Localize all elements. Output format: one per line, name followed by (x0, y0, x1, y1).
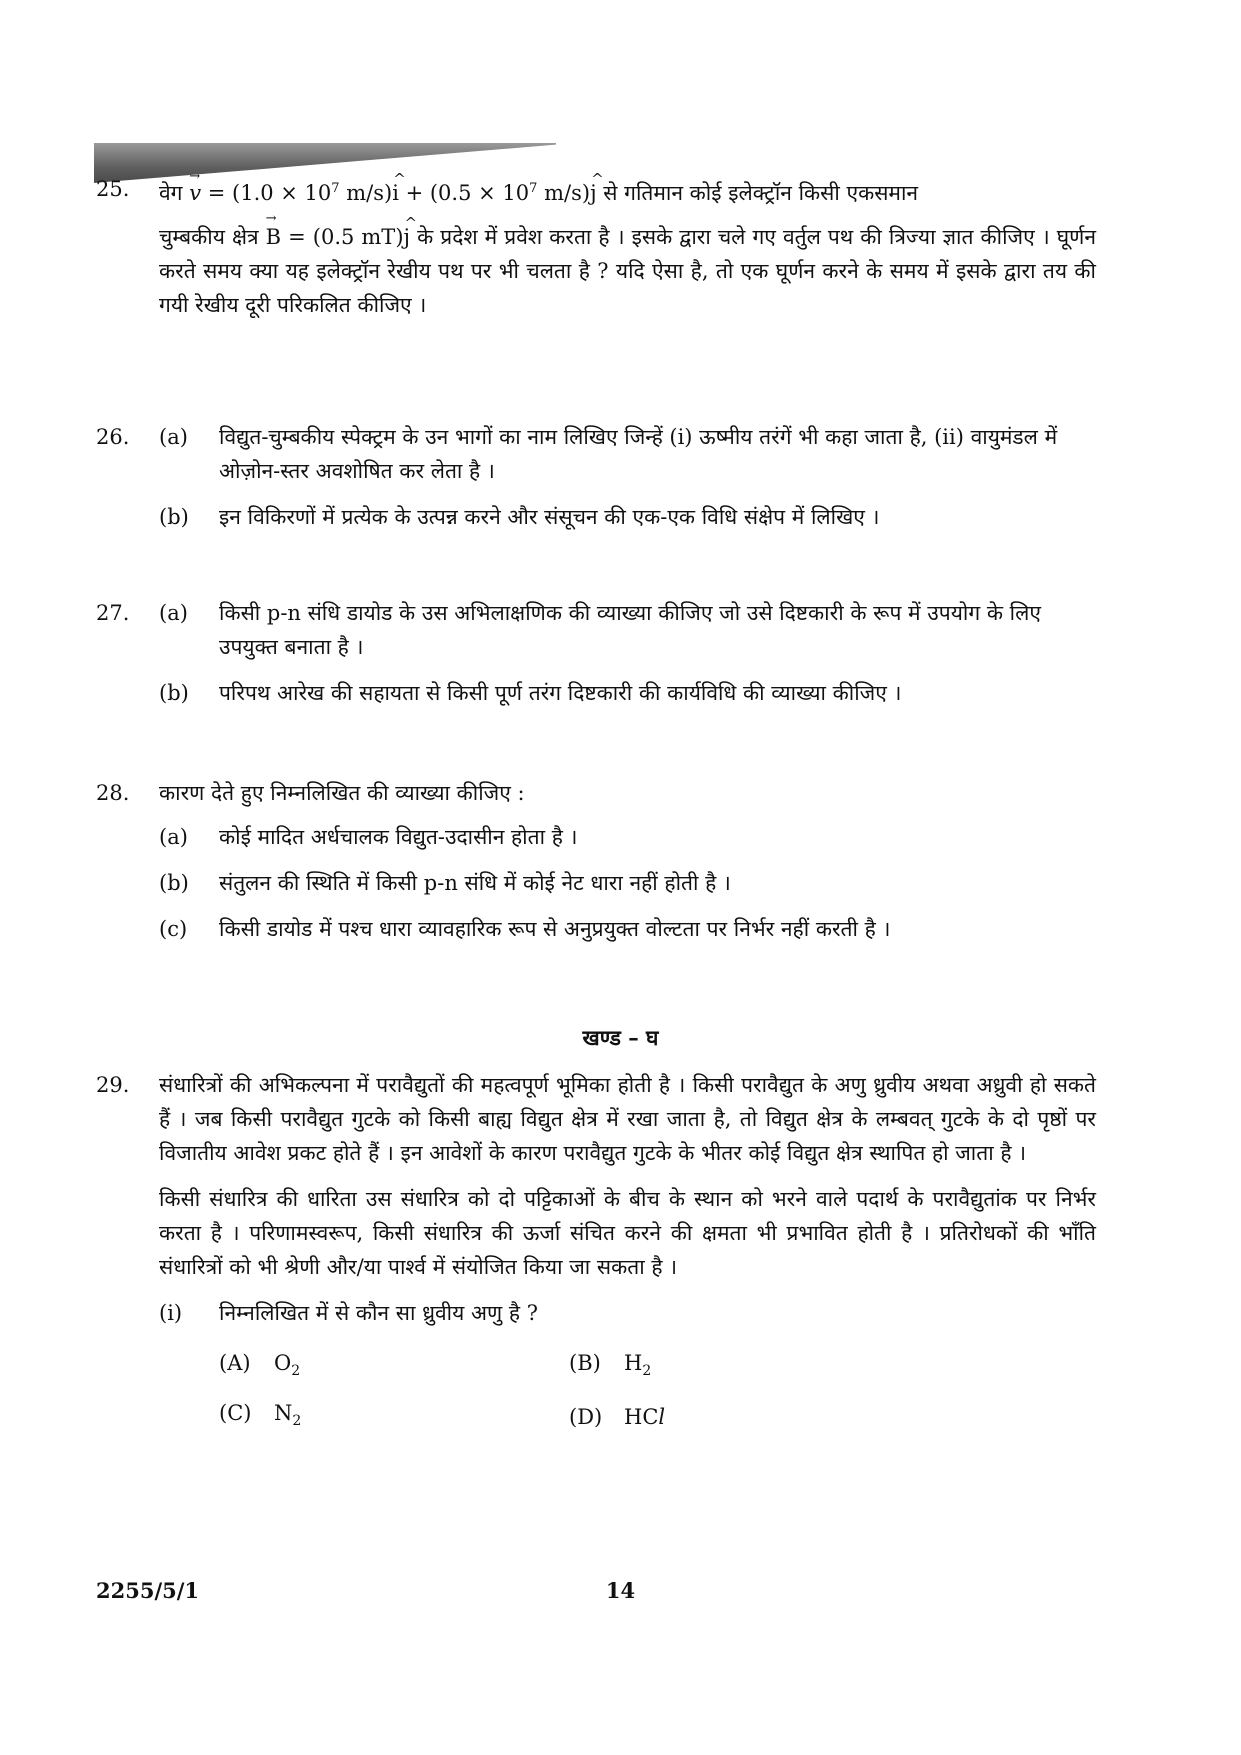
q28-part-b: (b) संतुलन की स्थिति में किसी p-n संधि में कोई नेट धारा नहीं होती है । (159, 871, 731, 895)
i-hat: ^ i (392, 176, 399, 210)
option-b: (B) $H_2$ (569, 1350, 652, 1380)
page-number: 14 (605, 1578, 636, 1603)
section-heading: खण्ड – घ (582, 1025, 659, 1050)
question-number: 27. (96, 601, 130, 625)
q27-part-a: (a) किसी p-n संधि डायोड के उस अभिलाक्षणिक की व्याख्या कीजिए जो उसे दिष्टकारी के रूप में उपयोग के लिए उपयुक्त बनाता है । (159, 601, 1041, 659)
options (219, 1342, 1096, 1442)
q29-sub-i: (i) निम्नलिखित में से कौन सा ध्रुवीय अणु है ? (159, 1301, 538, 1325)
q25-line1: वेग → $v = (1.0 \times 10^7$ m/s)^ $i + (0.5 \times 10^7$ m/s)^ j से गतिमान कोई इलेक्ट्रॉन किसी एकसमान (159, 172, 1096, 210)
q26-part-b: (b) इन विकिरणों में प्रत्येक के उत्पन्न करने और संसूचन की एक-एक विधि संक्षेप में लिखिए । (159, 505, 880, 529)
question-26 (96, 420, 1096, 546)
q28-part-c: (c) किसी डायोड में पश्च धारा व्यावहारिक रूप से अनुप्रयुक्त वोल्टता पर निर्भर नहीं करती है । (159, 917, 891, 941)
q29-paragraph-2: किसी संधारित्र की धारिता उस संधारित्र को दो पट्टिकाओं के बीच के स्थान को भरने वाले पदार्थ के परावैद्युतांक पर निर्भर करता है । परिणामस्वरूप, किसी संधारित्र की ऊर्जा संचित करने की क्षमता भी प्रभावित होती है । प्रतिरोधकों की भाँति संधारित्रों को भी श्रेणी और/या पार्श्व में संयोजित किया जा सकता है । (159, 1187, 1096, 1279)
question-28 (96, 776, 1096, 958)
j-hat: ^ j (404, 220, 411, 254)
magnetic-field-symbol: → B (266, 220, 281, 254)
q28-intro: कारण देते हुए निम्नलिखित की व्याख्या कीजिए : (159, 781, 525, 805)
question-number: 28. (96, 781, 130, 805)
question-25 (96, 172, 1096, 322)
option-c: (C) $N_2$ (219, 1400, 302, 1430)
q29-paragraph-1: संधारित्रों की अभिकल्पना में परावैद्युतों की महत्वपूर्ण भूमिका होती है । किसी परावैद्युत के अणु ध्रुवीय अथवा अध्रुवी हो सकते हैं । जब किसी परावैद्युत गुटके को किसी बाह्य विद्युत क्षेत्र में रखा जाता है, तो विद्युत क्षेत्र के लम्बवत् गुटके के दो पृष्ठों पर विजातीय आवेश प्रकट होते हैं । इन आवेशों के कारण परावैद्युत गुटके के भीतर कोई विद्युत क्षेत्र स्थापित हो जाता है । (159, 1073, 1096, 1165)
velocity-vector-symbol: → v (189, 176, 201, 210)
q28-part-a: (a) कोई मादित अर्धचालक विद्युत-उदासीन होता है । (159, 825, 578, 849)
question-number: 25. (96, 177, 130, 201)
q27-part-b: (b) परिपथ आरेख की सहायता से किसी पूर्ण तरंग दिष्टकारी की कार्यविधि की व्याख्या कीजिए । (159, 681, 902, 705)
question-number: 29. (96, 1073, 130, 1097)
j-hat: ^ j (590, 176, 597, 210)
question-number: 26. (96, 425, 130, 449)
q25-body: चुम्बकीय क्षेत्र → B = (0.5 mT)^ j के प्रदेश में प्रवेश करता है । इसके द्वारा चले गए वर्तुल पथ की त्रिज्या ज्ञात कीजिए । घूर्णन करते समय क्या यह इलेक्ट्रॉन रेखीय पथ पर भी चलता है ? यदि ऐसा है, तो एक घूर्णन करने के समय में इसके द्वारा तय की गयी रेखीय दूरी परिकलित कीजिए । (159, 220, 1096, 322)
option-d: (D) HCl (569, 1405, 666, 1429)
option-a: (A) $O_2$ (219, 1350, 301, 1380)
q26-part-a: (a) विद्युत-चुम्बकीय स्पेक्ट्रम के उन भागों का नाम लिखिए जिन्हें (i) ऊष्मीय तरंगें भी कहा जाता है, (ii) वायुमंडल में ओज़ोन-स्तर अवशोषित कर लेता है । (159, 425, 1058, 483)
paper-code: 2255/5/1 (96, 1578, 200, 1603)
question-27 (96, 596, 1096, 722)
question-29 (96, 1068, 1096, 1442)
